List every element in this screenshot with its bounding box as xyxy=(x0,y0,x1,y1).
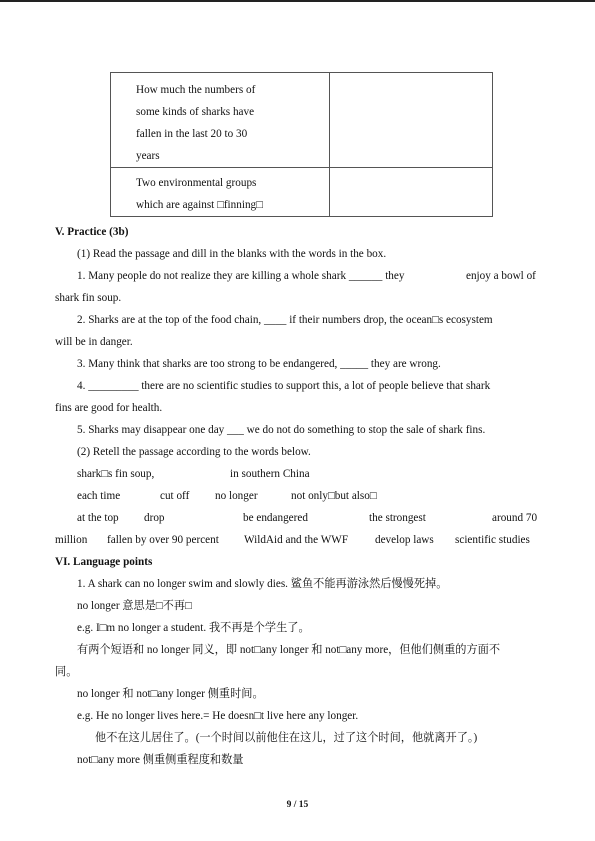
question-text: 1. Many people do not realize they are killing a whole shark ______ they xyxy=(77,270,405,282)
cell-line: years xyxy=(136,150,160,162)
language-point: e.g. I□m no longer a student. 我不再是个学生了。 xyxy=(77,622,310,634)
question-text: enjoy a bowl of xyxy=(466,270,536,282)
question-text: will be in danger. xyxy=(55,336,133,348)
word-item: cut off xyxy=(160,490,190,502)
language-point: 有两个短语和 no longer 同义，即 not□any longer 和 not□any more，但他们侧重的方面不 xyxy=(77,644,501,656)
section-heading: VI. Language points xyxy=(55,556,153,568)
language-point: 同。 xyxy=(55,666,78,678)
question-text: shark fin soup. xyxy=(55,292,122,304)
instruction-text: (2) Retell the passage according to the words below. xyxy=(77,446,311,458)
question-text: 4. _________ there are no scientific studies to support this, a lot of people believe that shark xyxy=(77,380,491,392)
word-item: shark□s fin soup, xyxy=(77,468,155,480)
word-item: each time xyxy=(77,490,121,502)
word-item: the strongest xyxy=(369,512,426,524)
word-item: around 70 xyxy=(492,512,538,524)
word-item: fallen by over 90 percent xyxy=(107,534,219,546)
word-item: scientific studies xyxy=(455,534,530,546)
cell-line: Two environmental groups xyxy=(136,177,257,189)
question-text: fins are good for health. xyxy=(55,402,163,414)
word-item: be endangered xyxy=(243,512,308,524)
word-item: WildAid and the WWF xyxy=(244,534,349,546)
word-item: million xyxy=(55,534,88,546)
table-row xyxy=(111,73,493,168)
table-cell-empty xyxy=(330,168,493,217)
language-point: 1. A shark can no longer swim and slowly dies. 鲨鱼不能再游泳然后慢慢死掉。 xyxy=(77,578,448,590)
cell-line: some kinds of sharks have xyxy=(136,106,255,118)
question-text: 5. Sharks may disappear one day ___ we do not do something to stop the sale of shark fins. xyxy=(77,424,486,436)
question-text: 3. Many think that sharks are too strong to be endangered, _____ they are wrong. xyxy=(77,358,441,370)
section-heading: V. Practice (3b) xyxy=(55,226,129,238)
language-point: not□any more 侧重侧重程度和数量 xyxy=(77,754,244,766)
cell-line: fallen in the last 20 to 30 xyxy=(136,128,248,140)
word-item: in southern China xyxy=(230,468,310,480)
cell-line: How much the numbers of xyxy=(136,84,256,96)
table-cell xyxy=(111,73,330,168)
page-top-rule xyxy=(0,0,595,2)
cell-line: which are against □finning□ xyxy=(136,199,263,211)
instruction-text: (1) Read the passage and dill in the blanks with the words in the box. xyxy=(77,248,387,260)
page-number: 9 / 15 xyxy=(286,800,309,810)
language-point: 他不在这儿居住了。(一个时间以前他住在这儿，过了这个时间，他就离开了。) xyxy=(95,732,478,744)
word-item: no longer xyxy=(215,490,258,502)
word-item: develop laws xyxy=(375,534,434,546)
word-item: at the top xyxy=(77,512,119,524)
language-point: e.g. He no longer lives here.= He doesn□t live here any longer. xyxy=(77,710,359,722)
question-text: 2. Sharks are at the top of the food chain, ____ if their numbers drop, the ocean□s ecosystem xyxy=(77,314,493,326)
table-cell xyxy=(111,168,330,217)
table-cell-empty xyxy=(330,73,493,168)
table-row xyxy=(111,168,493,217)
language-point: no longer 意思是□不再□ xyxy=(77,600,192,612)
info-table xyxy=(110,72,493,217)
word-item: drop xyxy=(144,512,165,524)
word-item: not only□but also□ xyxy=(291,490,377,502)
language-point: no longer 和 not□any longer 侧重时间。 xyxy=(77,688,264,700)
